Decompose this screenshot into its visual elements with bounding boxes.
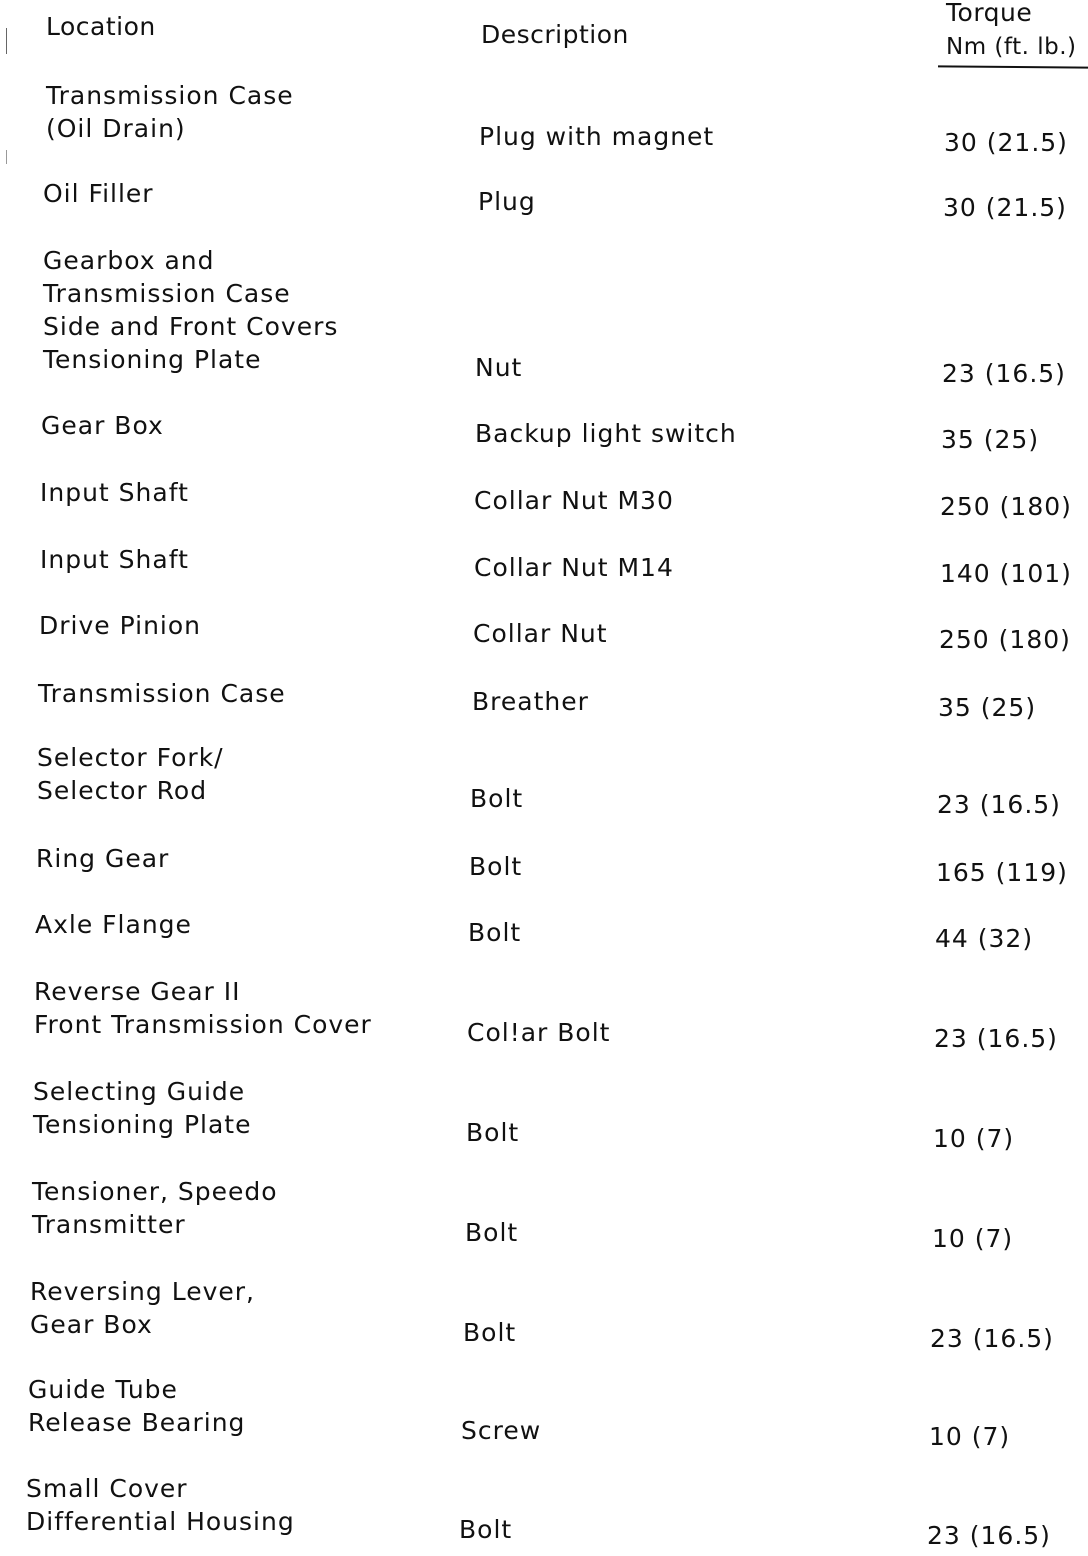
location-line: Oil Filler [43,179,154,208]
description-cell: Bolt [463,1318,517,1347]
location-line: Ring Gear [36,844,170,873]
torque-cell: 35 (25) [938,693,1037,722]
location-line: Guide Tube [28,1375,178,1404]
torque-cell: 140 (101) [940,559,1072,588]
torque-cell: 10 (7) [929,1422,1011,1451]
description-cell: Screw [461,1416,542,1445]
location-cell [40,476,189,509]
header-location: Location [46,12,156,41]
torque-cell: 23 (16.5) [937,790,1061,819]
torque-cell: 35 (25) [941,425,1040,454]
torque-cell: 30 (21.5) [944,128,1068,157]
location-line: Input Shaft [40,545,189,574]
description-cell: Backup light switch [475,419,737,448]
description-cell: Collar Nut [473,619,608,648]
description-cell: Collar Nut M14 [474,553,674,582]
location-cell [43,177,154,210]
location-line: Drive Pinion [39,611,201,640]
header-torque-title: Torque [946,0,1033,27]
location-line: Tensioning Plate [33,1110,252,1139]
location-line: Transmission Case [43,279,291,308]
description-cell: Breather [472,687,589,716]
location-line: Transmission Case [38,679,286,708]
location-line: Input Shaft [40,478,189,507]
torque-cell: 165 (119) [936,858,1068,887]
location-cell [36,842,169,875]
location-line: Gearbox and [43,246,215,275]
location-line: Side and Front Covers [43,312,339,341]
torque-cell: 23 (16.5) [930,1324,1054,1353]
description-cell: Bolt [459,1515,513,1544]
location-cell [41,409,164,442]
location-line: Selector Fork/ [37,743,224,772]
torque-cell: 250 (180) [940,492,1072,521]
location-line: Gear Box [41,411,164,440]
location-line: Selecting Guide [33,1077,246,1106]
location-line: (Oil Drain) [46,114,186,143]
description-cell: Bolt [468,918,522,947]
description-cell: Plug [478,187,536,216]
description-cell: Bolt [465,1218,519,1247]
location-line: Differential Housing [26,1507,295,1536]
torque-cell: 23 (16.5) [942,359,1066,388]
location-cell [39,609,201,642]
torque-cell: 10 (7) [932,1224,1014,1253]
torque-cell: 44 (32) [935,924,1034,953]
location-cell [35,908,192,941]
description-cell: Plug with magnet [479,122,715,151]
description-cell: Bolt [470,784,524,813]
location-line: Reversing Lever, [30,1277,255,1306]
location-line: Selector Rod [37,776,208,805]
description-cell: Bolt [466,1118,520,1147]
torque-cell: 30 (21.5) [943,193,1067,222]
location-line: Gear Box [30,1310,153,1339]
location-line: Front Transmission Cover [34,1010,372,1039]
location-line: Tensioning Plate [43,345,262,374]
header-rule [938,65,1088,68]
margin-mark [6,28,7,54]
header-description: Description [481,20,629,49]
location-cell [46,79,294,145]
description-cell: Collar Nut M30 [474,486,674,515]
location-line: Small Cover [26,1474,188,1503]
location-line: Release Bearing [28,1408,246,1437]
location-cell [30,1275,255,1341]
location-cell [40,543,189,576]
torque-cell: 23 (16.5) [934,1024,1058,1053]
location-line: Transmission Case [46,81,294,110]
description-cell: Nut [475,353,523,382]
location-cell [28,1373,245,1439]
location-cell [33,1075,252,1141]
torque-cell: 23 (16.5) [927,1521,1051,1550]
description-cell: Col!ar Bolt [467,1018,611,1047]
torque-cell: 10 (7) [933,1124,1015,1153]
location-line: Axle Flange [35,910,192,939]
location-line: Reverse Gear II [34,977,241,1006]
location-cell [43,244,338,376]
header-torque [946,0,1077,64]
location-cell [32,1175,278,1241]
location-cell [38,677,286,710]
margin-mark [6,150,7,164]
torque-cell: 250 (180) [939,625,1071,654]
location-cell [34,975,372,1041]
location-line: Tensioner, Speedo [32,1177,278,1206]
location-cell [37,741,224,807]
description-cell: Bolt [469,852,523,881]
header-torque-unit: Nm (ft. lb.) [946,34,1077,60]
location-line: Transmitter [32,1210,186,1239]
location-cell [26,1472,295,1538]
